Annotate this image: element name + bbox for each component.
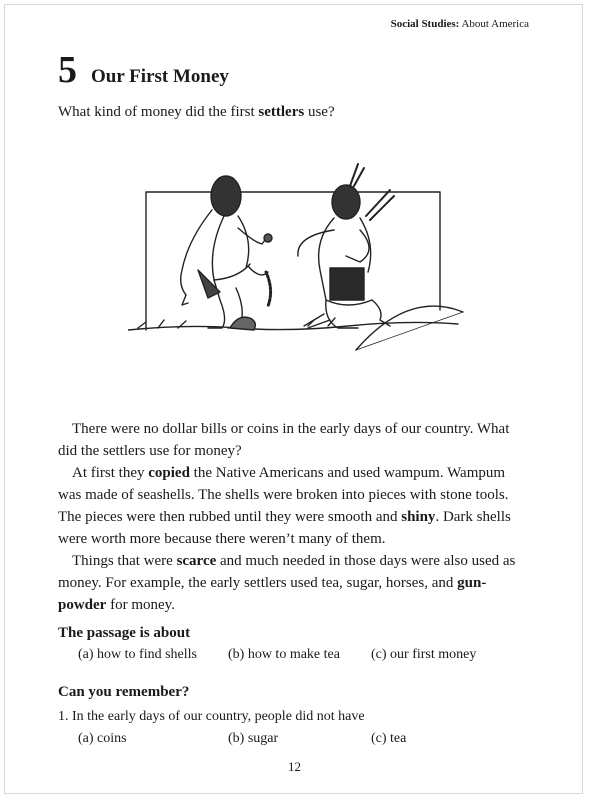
about-choices [78, 647, 476, 663]
passage-p1-text: There were no dollar bills or coins in the early days of our country. What did the settlers use for money? [58, 421, 510, 459]
native-americans-illustration [128, 160, 473, 360]
passage-p2-a: At first they [72, 465, 149, 481]
passage-paragraph-2 [58, 462, 532, 550]
remember-choice-c[interactable]: (c) tea [371, 731, 407, 746]
reading-passage [58, 418, 532, 616]
remember-heading: Can you remember? [58, 684, 190, 700]
running-head-topic: About America [459, 18, 529, 30]
passage-paragraph-3 [58, 550, 532, 616]
focus-question [58, 104, 335, 121]
lesson-name: Our First Money [91, 66, 229, 87]
about-choice-a[interactable]: (a) how to find shells [78, 647, 197, 662]
running-head-subject: Social Studies: [390, 18, 460, 30]
passage-p3-a: Things that were [72, 553, 177, 569]
remember-choice-a[interactable]: (a) coins [78, 731, 127, 746]
page-number: 12 [288, 759, 301, 774]
remember-choice-b[interactable]: (b) sugar [228, 731, 279, 746]
about-choice-b[interactable]: (b) how to make tea [228, 647, 340, 662]
vocab-gunpowder: gun-powder [58, 575, 487, 613]
lesson-title [58, 48, 229, 92]
passage-p3-c: and much needed in those days were also used as money. For example, the early settlers used tea, sugar, horses, and [58, 553, 516, 591]
passage-paragraph-1 [58, 418, 532, 462]
vocab-scarce: scarce [176, 553, 217, 569]
vocab-copied: copied [148, 465, 190, 481]
remember-question-1: 1. In the early days of our country, people did not have [58, 709, 365, 724]
question-pre: What kind of money did the first [58, 104, 259, 120]
vocab-shiny: shiny [401, 509, 436, 525]
question-post: use? [304, 104, 335, 120]
passage-p2-e: . Dark shells were worth more because there weren’t many of them. [58, 509, 511, 547]
remember-choices [78, 731, 406, 747]
passage-p2-c: the Native Americans and used wampum. Wampum was made of seashells. The shells were broken into pieces with stone tools. The pieces were then rubbed until they were smooth and [58, 465, 509, 525]
page-frame [4, 4, 583, 794]
running-head [391, 18, 529, 30]
about-heading: The passage is about [58, 625, 191, 641]
passage-p3-e: for money. [106, 597, 175, 613]
about-choice-c[interactable]: (c) our first money [371, 647, 477, 662]
question-bold: settlers [258, 104, 305, 120]
lesson-number: 5 [58, 49, 77, 91]
